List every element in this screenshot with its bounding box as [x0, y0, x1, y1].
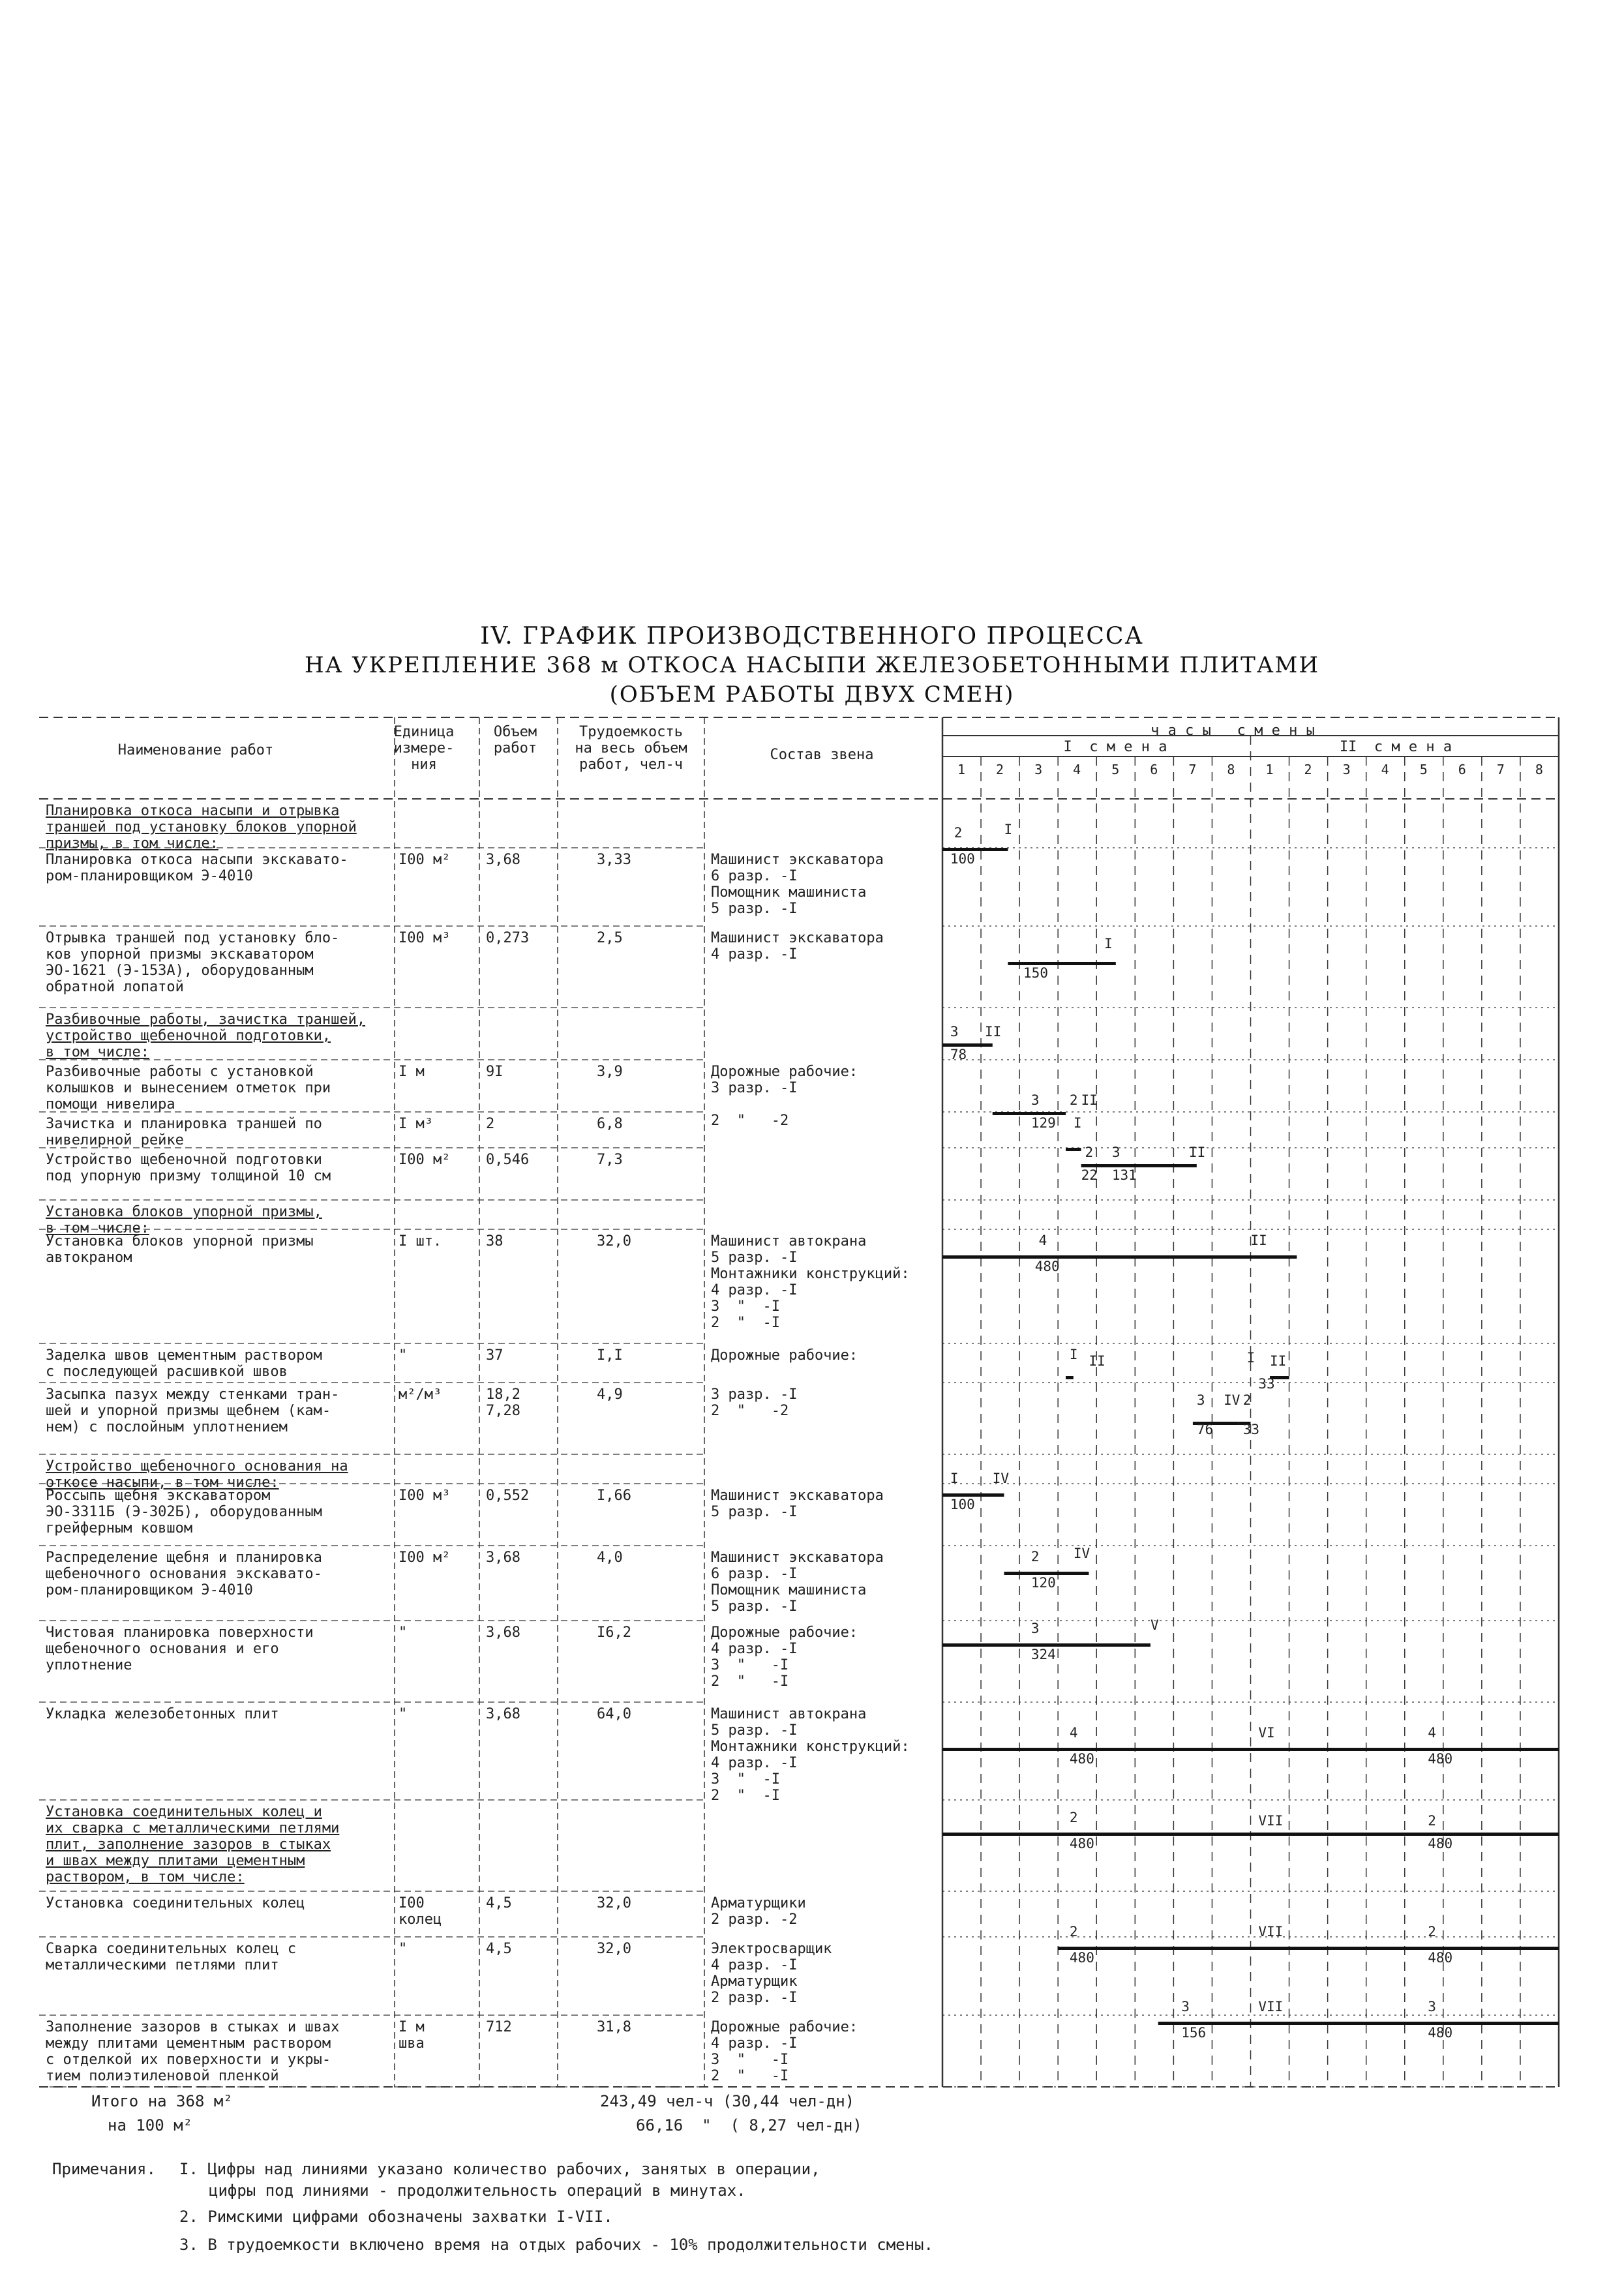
row-unit: I00 м²: [398, 1152, 451, 1168]
gantt-label: II: [1089, 1353, 1105, 1369]
gantt-label: 3: [1181, 1999, 1190, 2014]
gantt-label: 33: [1258, 1376, 1275, 1392]
row-volume: 9I: [486, 1064, 504, 1080]
row-volume: 3,68: [486, 852, 520, 868]
note-2: 2. Римскими цифрами обозначены захватки I-VII.: [179, 2208, 613, 2226]
row-crew: Дорожные рабочие: 3 разр. -I 2 " -2: [711, 1064, 858, 1129]
gantt-label: 3: [1030, 1092, 1040, 1108]
hour-number: 4: [1073, 762, 1081, 777]
gantt-label: 2: [1069, 1924, 1078, 1939]
row-name: Установка соединительных колец: [46, 1895, 305, 1911]
row-crew: Дорожные рабочие: 4 разр. -I 3 " -I 2 " -I: [711, 1625, 858, 1690]
gantt-label: 3: [1111, 1145, 1120, 1160]
row-crew: 3 разр. -I 2 " -2: [711, 1386, 798, 1419]
gantt-label: 120: [1030, 1575, 1056, 1591]
gantt-label: 3: [1196, 1392, 1205, 1408]
row-name: Установка блоков упорной призмы автокраном: [46, 1233, 314, 1266]
row-volume: 0,546: [486, 1152, 530, 1168]
row-name: Россыпь щебня экскаватором ЭО-3311Б (Э-302Б), оборудованным грейферным ковшом: [46, 1488, 322, 1536]
gantt-label: 324: [1030, 1647, 1056, 1662]
gantt-label: 33: [1242, 1422, 1259, 1437]
hour-number: 1: [1265, 762, 1274, 777]
row-volume: 4,5: [486, 1895, 512, 1911]
totals-value-2: 66,16 " ( 8,27 чел-дн): [636, 2116, 862, 2134]
gantt-label: I: [1073, 1115, 1082, 1131]
row-name: Сварка соединительных колец с металлическими петлями плит: [46, 1941, 297, 1973]
gantt-label: 22: [1081, 1167, 1098, 1183]
title-line1: IV. ГРАФИК ПРОИЗВОДСТВЕННОГО ПРОЦЕССА: [480, 623, 1144, 650]
row-name: Распределение щебня и планировка щебеночного основания экскавато- ром-планировщиком Э-4010: [46, 1550, 322, 1598]
row-name: Устройство щебеночного основания на откосе насыпи, в том числе:: [46, 1458, 348, 1491]
row-crew: Дорожные рабочие:: [711, 1347, 858, 1364]
gantt-label: VI: [1258, 1725, 1275, 1741]
gantt-label: II: [984, 1024, 1002, 1040]
gantt-label: 480: [1069, 1836, 1094, 1851]
gantt-label: 100: [950, 1497, 975, 1512]
gantt-label: 480: [1069, 1751, 1094, 1767]
header-volume: Объем работ: [493, 724, 537, 756]
gantt-bar: [942, 1255, 1297, 1259]
row-name: Заделка швов цементным раствором с последующей расшивкой швов: [46, 1347, 322, 1380]
row-labor: 7,3: [597, 1152, 623, 1168]
gantt-label: 2: [1428, 1813, 1436, 1829]
gantt-label: VII: [1258, 1924, 1284, 1939]
row-unit: I00 м³: [398, 930, 451, 946]
header-shift2: II с м е н а: [1339, 739, 1452, 755]
row-unit: I шт.: [398, 1233, 442, 1250]
header-name: Наименование работ: [117, 742, 274, 758]
row-name: Заполнение зазоров в стыках и швах между плитами цементным раствором с отделкой их поверхности и укры- тием полиэтиленовой пленкой: [46, 2019, 340, 2084]
gantt-label: 4: [1038, 1233, 1047, 1248]
row-labor: 4,9: [597, 1386, 623, 1403]
gantt-label: 3: [1030, 1621, 1040, 1636]
totals-label-1: Итого на 368 м²: [91, 2092, 233, 2110]
gantt-label: 150: [1023, 965, 1048, 981]
row-labor: 3,33: [597, 852, 631, 868]
row-name: Планировка откоса насыпи и отрывка траншей под установку блоков упорной призмы, в том числе:: [46, 803, 357, 852]
row-labor: I,66: [597, 1488, 631, 1504]
hour-number: 8: [1535, 762, 1543, 777]
gantt-bar: [942, 1748, 1559, 1751]
row-unit: ": [398, 1706, 408, 1722]
row-volume: 3,68: [486, 1706, 520, 1722]
gantt-label: 2: [1069, 1092, 1078, 1108]
row-crew: Машинист экскаватора 4 разр. -I: [711, 930, 884, 963]
hour-number: 7: [1188, 762, 1197, 777]
row-volume: 3,68: [486, 1625, 520, 1641]
gantt-label: I: [1246, 1350, 1256, 1366]
row-crew: Машинист экскаватора 6 разр. -I Помощник машиниста 5 разр. -I: [711, 1550, 884, 1615]
row-name: Установка блоков упорной призмы, в том числе:: [46, 1204, 322, 1236]
note-1b: цифры под линиями - продолжительность операций в минутах.: [209, 2181, 746, 2200]
row-unit: I00 м³: [398, 1488, 451, 1504]
gantt-label: 2: [1242, 1392, 1252, 1408]
hour-number: 1: [957, 762, 966, 777]
totals-value-1: 243,49 чел-ч (30,44 чел-дн): [600, 2092, 855, 2110]
gantt-label: IV: [1073, 1546, 1090, 1561]
gantt-bar: [1058, 1947, 1559, 1950]
gantt-label: 480: [1428, 1950, 1453, 1966]
gantt-label: IV: [1224, 1392, 1241, 1408]
header-labor: Трудоемкость на весь объем работ, чел-ч: [575, 724, 687, 773]
row-labor: I6,2: [597, 1625, 631, 1641]
gantt-label: 480: [1428, 1751, 1453, 1767]
row-name: Засыпка пазух между стенками тран- шей и упорной призмы щебнем (кам- нем) с послойным уплотнением: [46, 1386, 340, 1435]
hour-number: 4: [1381, 762, 1389, 777]
row-unit: ": [398, 1347, 408, 1364]
gantt-label: 480: [1428, 2025, 1453, 2041]
hour-number: 2: [996, 762, 1004, 777]
gantt-label: 2: [1085, 1145, 1094, 1160]
gantt-label: I: [950, 1471, 959, 1486]
note-1a: I. Цифры над линиями указано количество рабочих, занятых в операции,: [179, 2160, 820, 2178]
row-unit: ": [398, 1941, 408, 1957]
gantt-label: 4: [1428, 1725, 1436, 1741]
hour-number: 5: [1419, 762, 1428, 777]
row-name: Разбивочные работы, зачистка траншей, устройство щебеночной подготовки, в том числе:: [46, 1011, 366, 1060]
title-line3: (ОБЪЕМ РАБОТЫ ДВУХ СМЕН): [609, 681, 1015, 708]
gantt-label: 480: [1428, 1836, 1453, 1851]
gantt-label: 2: [1428, 1924, 1436, 1939]
row-unit: I00 м²: [398, 1550, 451, 1566]
gantt-label: 76: [1196, 1422, 1214, 1437]
row-labor: 3,9: [597, 1064, 623, 1080]
row-volume: 0,552: [486, 1488, 530, 1504]
row-name: Укладка железобетонных плит: [46, 1706, 279, 1722]
gantt-label: 131: [1111, 1167, 1137, 1183]
gantt-label: 480: [1034, 1259, 1060, 1274]
row-volume: 38: [486, 1233, 504, 1250]
gantt-label: 2: [1069, 1810, 1078, 1825]
title-line2: НА УКРЕПЛЕНИЕ 368 м ОТКОСА НАСЫПИ ЖЕЛЕЗОБЕТОННЫМИ ПЛИТАМИ: [304, 652, 1319, 678]
row-labor: 32,0: [597, 1941, 631, 1957]
gantt-label: 78: [950, 1047, 967, 1062]
row-name: Разбивочные работы с установкой колышков и вынесением отметок при помощи нивелира: [46, 1064, 331, 1113]
header-hours: ч а с ы с м е н ы: [1150, 723, 1315, 739]
row-labor: 32,0: [597, 1895, 631, 1911]
hour-number: 8: [1227, 762, 1235, 777]
row-volume: 18,2 7,28: [486, 1386, 520, 1419]
hour-number: 2: [1304, 762, 1312, 777]
row-name: Чистовая планировка поверхности щебеночного основания и его уплотнение: [46, 1625, 314, 1673]
gantt-label: IV: [992, 1471, 1010, 1486]
hour-number: 6: [1150, 762, 1158, 777]
row-labor: 31,8: [597, 2019, 631, 2035]
hour-number: 3: [1034, 762, 1043, 777]
gantt-label: 3: [1428, 1999, 1436, 2014]
row-unit: I м шва: [398, 2019, 425, 2052]
row-volume: 0,273: [486, 930, 530, 946]
gantt-label: 129: [1030, 1115, 1056, 1131]
gantt-bar: [1081, 1164, 1197, 1167]
header-shift1: I с м е н а: [1063, 739, 1167, 755]
row-name: Отрывка траншей под установку бло- ков упорной призмы экскаватором ЭО-1621 (Э-153А), оборудованным обратной лопатой: [46, 930, 340, 995]
gantt-label: 2: [954, 825, 963, 841]
gantt-label: 480: [1069, 1950, 1094, 1966]
gantt-label: VII: [1258, 1813, 1284, 1829]
row-labor: 32,0: [597, 1233, 631, 1250]
row-volume: 2: [486, 1116, 495, 1132]
hour-number: 5: [1111, 762, 1120, 777]
hour-number: 6: [1458, 762, 1466, 777]
row-labor: I,I: [597, 1347, 623, 1364]
gantt-label: 100: [950, 851, 975, 867]
notes-label: Примечания.: [52, 2160, 156, 2178]
gantt-label: VII: [1258, 1999, 1284, 2014]
row-unit: I00 м²: [398, 852, 451, 868]
row-crew: Электросварщик 4 разр. -I Арматурщик 2 разр. -I: [711, 1941, 832, 2006]
row-labor: 4,0: [597, 1550, 623, 1566]
header-crew: Состав звена: [770, 747, 874, 763]
gantt-bar: [1066, 1148, 1081, 1151]
row-crew: Машинист автокрана 5 разр. -I Монтажники конструкций: 4 разр. -I 3 " -I 2 " -I: [711, 1233, 910, 1331]
row-unit: I м³: [398, 1116, 433, 1132]
gantt-label: II: [1189, 1145, 1206, 1160]
header-unit: Единица измере- ния: [393, 724, 455, 773]
row-unit: I м: [398, 1064, 425, 1080]
hour-number: 3: [1342, 762, 1351, 777]
gantt-label: V: [1150, 1617, 1159, 1633]
row-crew: Машинист экскаватора 5 разр. -I: [711, 1488, 884, 1520]
row-name: Планировка откоса насыпи экскавато- ром-планировщиком Э-4010: [46, 852, 348, 884]
note-3: 3. В трудоемкости включено время на отдых рабочих - 10% продолжительности смены.: [179, 2236, 933, 2254]
row-crew: Дорожные рабочие: 4 разр. -I 3 " -I 2 " -I: [711, 2019, 858, 2084]
row-labor: 2,5: [597, 930, 623, 946]
row-labor: 6,8: [597, 1116, 623, 1132]
row-unit: I00 колец: [398, 1895, 442, 1928]
gantt-bar: [1066, 1376, 1074, 1379]
gantt-label: II: [1081, 1092, 1098, 1108]
row-volume: 712: [486, 2019, 512, 2035]
row-crew: Машинист экскаватора 6 разр. -I Помощник машиниста 5 разр. -I: [711, 852, 884, 917]
gantt-label: 3: [950, 1024, 959, 1040]
row-volume: 37: [486, 1347, 504, 1364]
row-crew: Машинист автокрана 5 разр. -I Монтажники конструкций: 4 разр. -I 3 " -I 2 " -I: [711, 1706, 910, 1804]
gantt-label: I: [1004, 822, 1013, 837]
gantt-label: I: [1069, 1347, 1078, 1362]
row-unit: ": [398, 1625, 408, 1641]
gantt-label: II: [1250, 1233, 1267, 1248]
row-unit: м²/м³: [398, 1386, 442, 1403]
gantt-bar: [1158, 2022, 1559, 2025]
totals-label-2: на 100 м²: [108, 2116, 193, 2134]
gantt-label: II: [1270, 1353, 1287, 1369]
gantt-label: I: [1104, 936, 1113, 951]
row-volume: 3,68: [486, 1550, 520, 1566]
row-volume: 4,5: [486, 1941, 512, 1957]
gantt-label: 156: [1181, 2025, 1207, 2041]
row-name: Зачистка и планировка траншей по нивелирной рейке: [46, 1116, 322, 1148]
hour-number: 7: [1496, 762, 1505, 777]
row-labor: 64,0: [597, 1706, 631, 1722]
row-crew: Арматурщики 2 разр. -2: [711, 1895, 806, 1928]
gantt-bar: [942, 1833, 1559, 1836]
gantt-label: 4: [1069, 1725, 1078, 1741]
row-name: Установка соединительных колец и их сварка с металлическими петлями плит, заполнение зазоров в стыках и швах между плитами цементным раствором, в том числе:: [46, 1804, 340, 1885]
gantt-label: 2: [1030, 1549, 1040, 1565]
row-name: Устройство щебеночной подготовки под упорную призму толщиной 10 см: [46, 1152, 331, 1184]
